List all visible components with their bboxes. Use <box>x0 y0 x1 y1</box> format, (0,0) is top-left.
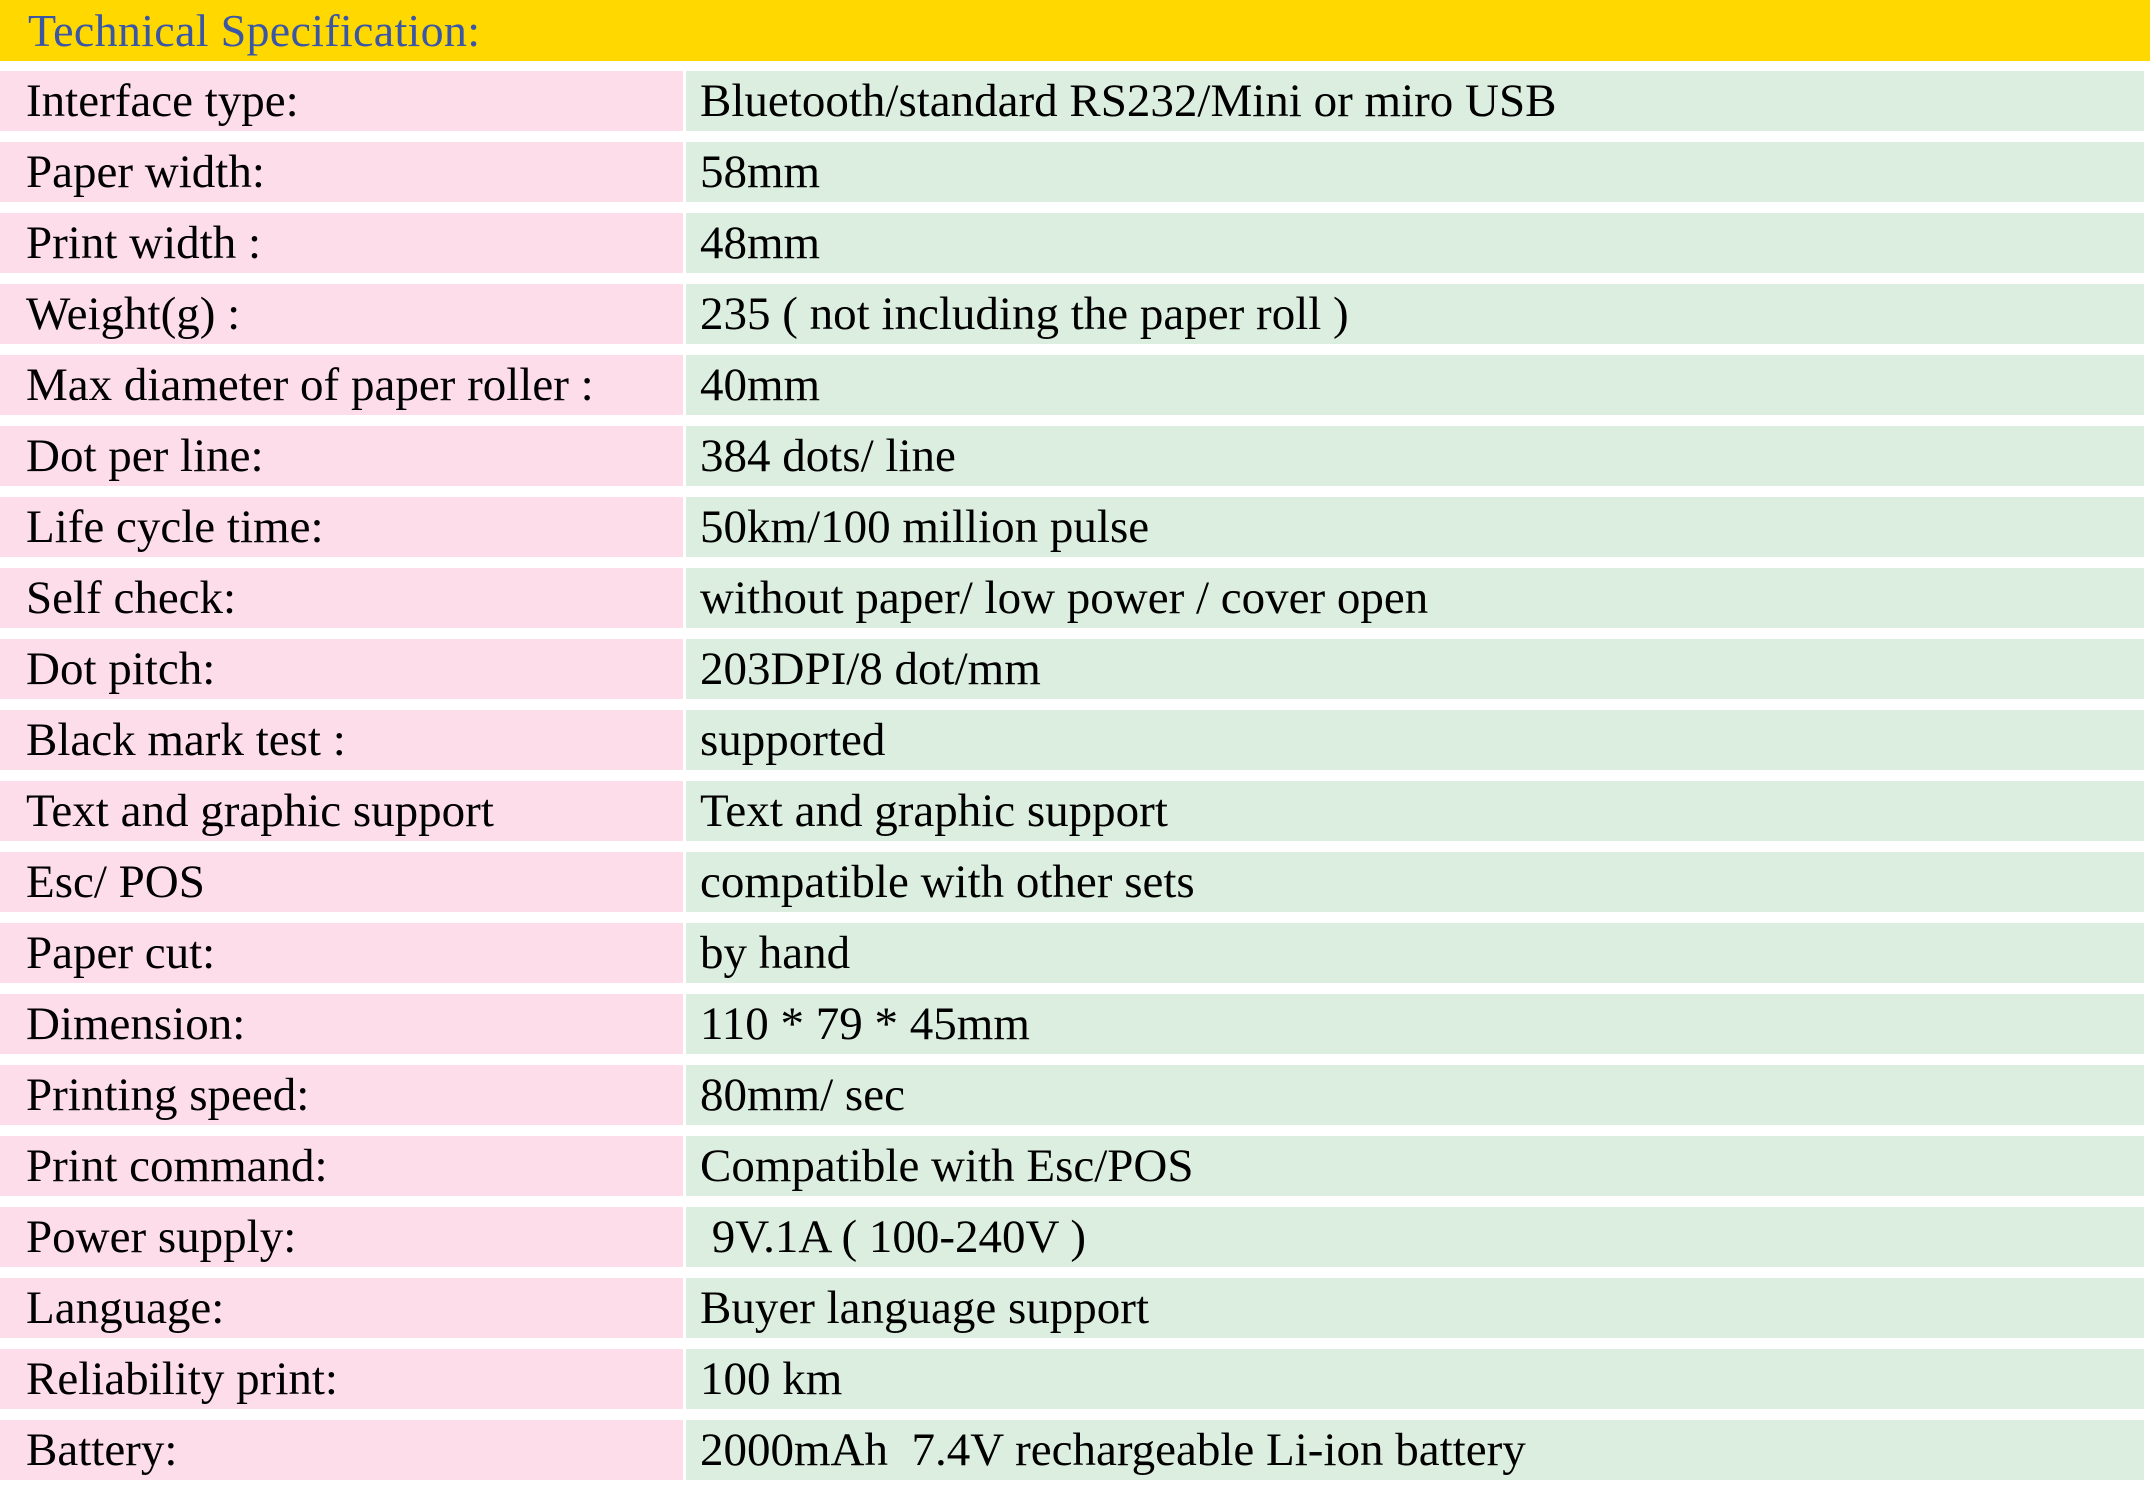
spec-value: 235 ( not including the paper roll ) <box>686 284 2144 344</box>
spec-row <box>0 781 2150 841</box>
spec-label: Print width : <box>0 213 683 273</box>
spec-value: 48mm <box>686 213 2144 273</box>
spec-value: 203DPI/8 dot/mm <box>686 639 2144 699</box>
spec-header <box>0 0 2150 61</box>
spec-row <box>0 497 2150 557</box>
spec-label: Self check: <box>0 568 683 628</box>
spec-title: Technical Specification: <box>28 5 481 56</box>
spec-row <box>0 142 2150 202</box>
spec-label: Power supply: <box>0 1207 683 1267</box>
spec-label: Printing speed: <box>0 1065 683 1125</box>
spec-value: Bluetooth/standard RS232/Mini or miro USB <box>686 71 2144 131</box>
spec-label: Dot pitch: <box>0 639 683 699</box>
spec-table <box>0 71 2150 1491</box>
spec-value: compatible with other sets <box>686 852 2144 912</box>
spec-label: Dimension: <box>0 994 683 1054</box>
spec-label: Reliability print: <box>0 1349 683 1409</box>
spec-value: 40mm <box>686 355 2144 415</box>
spec-label: Battery: <box>0 1420 683 1480</box>
spec-value: Compatible with Esc/POS <box>686 1136 2144 1196</box>
spec-value: by hand <box>686 923 2144 983</box>
spec-row <box>0 852 2150 912</box>
spec-row <box>0 213 2150 273</box>
spec-label: Esc/ POS <box>0 852 683 912</box>
spec-label: Text and graphic support <box>0 781 683 841</box>
spec-value: 384 dots/ line <box>686 426 2144 486</box>
spec-row <box>0 284 2150 344</box>
spec-label: Weight(g) : <box>0 284 683 344</box>
spec-label: Max diameter of paper roller : <box>0 355 683 415</box>
spec-value: Text and graphic support <box>686 781 2144 841</box>
spec-row <box>0 1136 2150 1196</box>
spec-value: supported <box>686 710 2144 770</box>
spec-row <box>0 710 2150 770</box>
spec-row <box>0 1420 2150 1480</box>
spec-row <box>0 1207 2150 1267</box>
spec-row <box>0 1278 2150 1338</box>
spec-value: Buyer language support <box>686 1278 2144 1338</box>
spec-value: 110 * 79 * 45mm <box>686 994 2144 1054</box>
spec-row <box>0 355 2150 415</box>
spec-row <box>0 639 2150 699</box>
spec-value: 9V.1A ( 100-240V ) <box>686 1207 2144 1267</box>
spec-value: 80mm/ sec <box>686 1065 2144 1125</box>
spec-row <box>0 71 2150 131</box>
spec-label: Interface type: <box>0 71 683 131</box>
spec-label: Dot per line: <box>0 426 683 486</box>
spec-row <box>0 1065 2150 1125</box>
spec-row <box>0 923 2150 983</box>
spec-label: Print command: <box>0 1136 683 1196</box>
spec-label: Language: <box>0 1278 683 1338</box>
spec-label: Black mark test : <box>0 710 683 770</box>
spec-row <box>0 994 2150 1054</box>
spec-value: 100 km <box>686 1349 2144 1409</box>
spec-label: Life cycle time: <box>0 497 683 557</box>
spec-row <box>0 1349 2150 1409</box>
spec-value: 58mm <box>686 142 2144 202</box>
spec-label: Paper width: <box>0 142 683 202</box>
spec-value: without paper/ low power / cover open <box>686 568 2144 628</box>
spec-value: 2000mAh 7.4V rechargeable Li-ion battery <box>686 1420 2144 1480</box>
spec-label: Paper cut: <box>0 923 683 983</box>
spec-row <box>0 568 2150 628</box>
spec-row <box>0 426 2150 486</box>
spec-value: 50km/100 million pulse <box>686 497 2144 557</box>
